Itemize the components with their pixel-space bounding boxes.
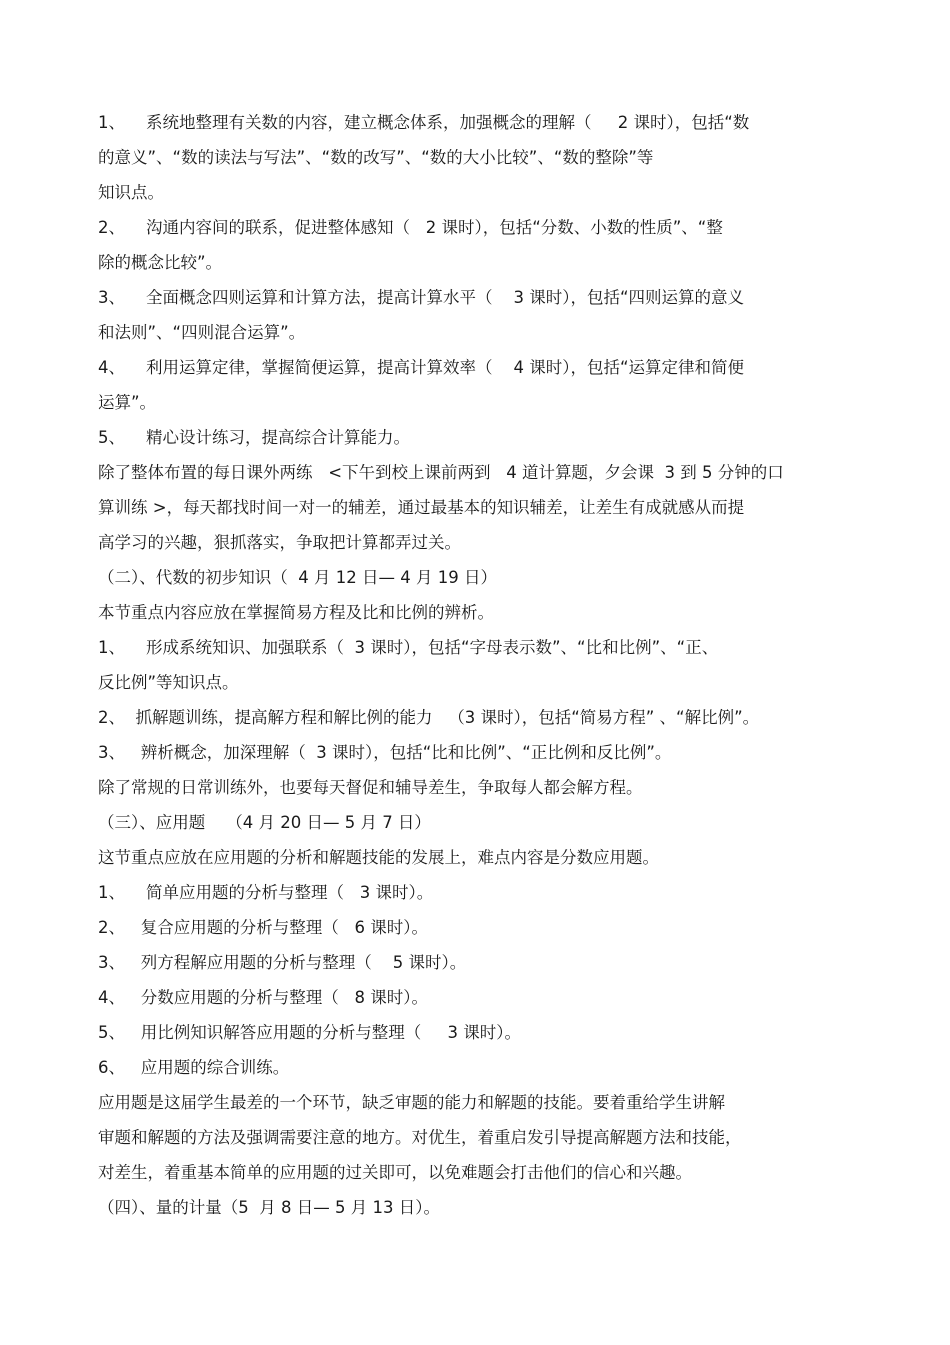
- text-line: 3、 辨析概念，加深理解（ 3 课时），包括“比和比例”、“正比例和反比例”。: [98, 743, 672, 762]
- text-line: 应用题是这届学生最差的一个环节，缺乏审题的能力和解题的技能。要着重给学生讲解: [98, 1093, 725, 1112]
- text-line: 3、 全面概念四则运算和计算方法，提高计算水平（ 3 课时），包括“四则运算的意义: [98, 288, 744, 307]
- text-line: 除了整体布置的每日课外两练 <下午到校上课前两到 4 道计算题，夕会课 3 到 5 分钟的口: [98, 463, 784, 482]
- text-line: 运算”。: [98, 393, 157, 412]
- text-line: 5、 精心设计练习，提高综合计算能力。: [98, 428, 410, 447]
- text-line: 2、 抓解题训练，提高解方程和解比例的能力 （3 课时），包括“简易方程” 、“解比例”。: [98, 708, 760, 727]
- text-line: 1、 形成系统知识、加强联系（ 3 课时），包括“字母表示数”、“比和比例”、“正、: [98, 638, 719, 657]
- text-line: 6、 应用题的综合训练。: [98, 1058, 290, 1077]
- section-heading: （三）、应用题 （4 月 20 日— 5 月 7 日）: [98, 813, 431, 832]
- text-line: 1、 系统地整理有关数的内容，建立概念体系，加强概念的理解（ 2 课时），包括“数: [98, 113, 750, 132]
- text-line: 知识点。: [98, 183, 164, 202]
- text-line: 除了常规的日常训练外，也要每天督促和辅导差生，争取每人都会解方程。: [98, 778, 643, 797]
- text-line: 审题和解题的方法及强调需要注意的地方。对优生，着重启发引导提高解题方法和技能，: [98, 1128, 742, 1147]
- text-line: 对差生，着重基本简单的应用题的过关即可，以免难题会打击他们的信心和兴趣。: [98, 1163, 692, 1182]
- text-line: 高学习的兴趣，狠抓落实，争取把计算都弄过关。: [98, 533, 461, 552]
- section-heading: （二）、代数的初步知识（ 4 月 12 日— 4 月 19 日）: [98, 568, 497, 587]
- text-line: 反比例”等知识点。: [98, 673, 239, 692]
- text-line: 除的概念比较”。: [98, 253, 223, 272]
- text-line: 4、 利用运算定律，掌握简便运算，提高计算效率（ 4 课时），包括“运算定律和简便: [98, 358, 744, 377]
- text-line: 2、 复合应用题的分析与整理（ 6 课时）。: [98, 918, 428, 937]
- text-line: 2、 沟通内容间的联系，促进整体感知（ 2 课时），包括“分数、小数的性质”、“整: [98, 218, 723, 237]
- text-line: 3、 列方程解应用题的分析与整理（ 5 课时）。: [98, 953, 467, 972]
- section-heading: （四）、量的计量（5 月 8 日— 5 月 13 日）。: [98, 1198, 440, 1217]
- text-line: 本节重点内容应放在掌握简易方程及比和比例的辨析。: [98, 603, 494, 622]
- text-line: 这节重点应放在应用题的分析和解题技能的发展上，难点内容是分数应用题。: [98, 848, 659, 867]
- text-line: 4、 分数应用题的分析与整理（ 8 课时）。: [98, 988, 428, 1007]
- text-line: 1、 简单应用题的分析与整理（ 3 课时）。: [98, 883, 434, 902]
- text-line: 算训练 >，每天都找时间一对一的辅差，通过最基本的知识辅差，让差生有成就感从而提: [98, 498, 745, 517]
- text-line: 的意义”、“数的读法与写法”、“数的改写”、“数的大小比较”、“数的整除”等: [98, 148, 654, 167]
- text-line: 和法则”、“四则混合运算”。: [98, 323, 306, 342]
- text-line: 5、 用比例知识解答应用题的分析与整理（ 3 课时）。: [98, 1023, 521, 1042]
